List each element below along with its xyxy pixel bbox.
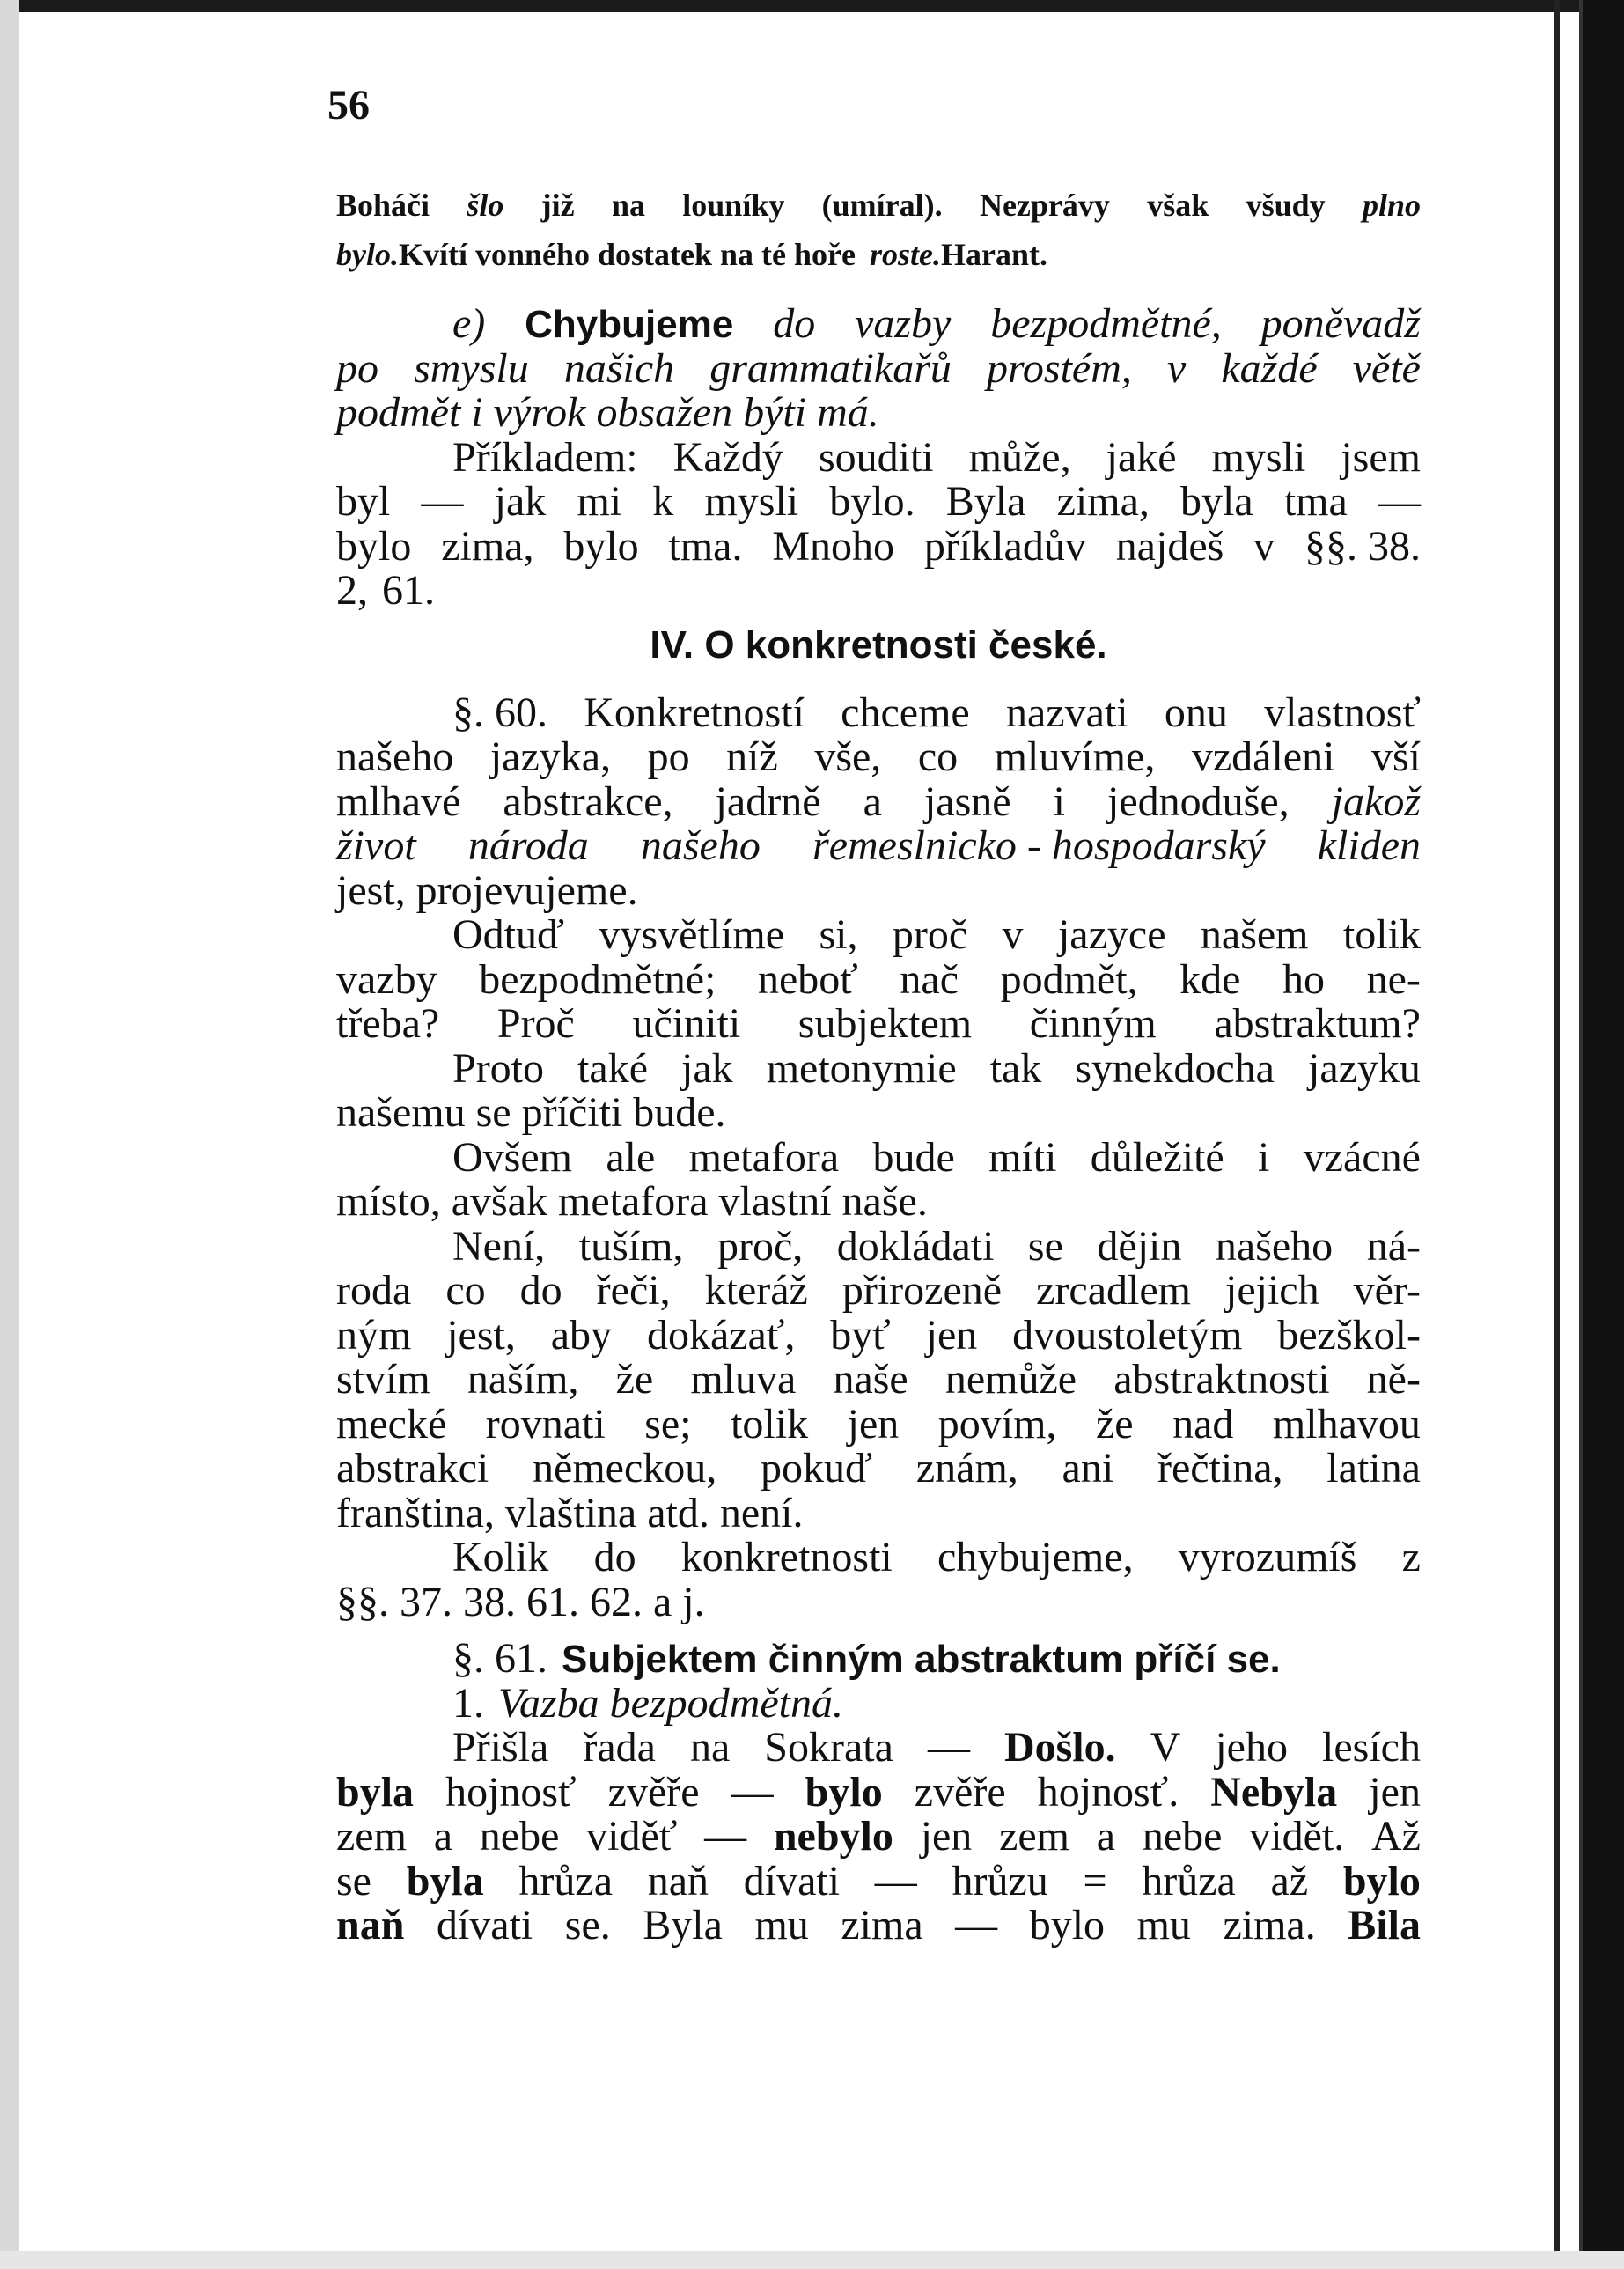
text-line: Přišla řada na Sokrata — Došlo. V jeho lesích [452, 1724, 1421, 1771]
text-line: Kolik do konkretnosti chybujeme, vyrozumíš z [452, 1534, 1421, 1580]
text-line: Odtuď vysvětlíme si, proč v jazyce našem tolik [452, 911, 1421, 958]
text-line: 1. Vazba bezpodmětná. [452, 1679, 843, 1727]
text-line: §. 61. Subjektem činným abstraktum příčí se. [452, 1635, 1281, 1682]
text-line: abstrakci německou, pokuď znám, ani řečtina, latina [336, 1445, 1421, 1492]
page-number: 56 [327, 82, 370, 129]
scan-border-top [0, 0, 1624, 12]
text-line: našemu se příčiti bude. [336, 1089, 726, 1136]
text-line: 2, 61. [336, 567, 435, 614]
page-edge [1554, 0, 1560, 2269]
text-line: třeba? Proč učiniti subjektem činným abstraktum? [336, 1000, 1421, 1047]
text-line: Není, tuším, proč, dokládati se dějin našeho ná- [452, 1222, 1421, 1270]
text-line: mecké rovnati se; tolik jen povím, že nad mlhavou [336, 1400, 1421, 1448]
page-body [336, 187, 1421, 1949]
text-line: roda co do řeči, kteráž přirozeně zrcadlem jejich věr- [336, 1267, 1421, 1314]
scan-border-bottom [0, 2251, 1624, 2269]
text-line: §. 60. Konkretností chceme nazvati onu vlastnosť [452, 689, 1421, 736]
section-heading: IV. O konkretnosti české. [650, 623, 1107, 667]
text-line: mlhavé abstrakce, jadrně a jasně i jednoduše, jakož [336, 777, 1421, 825]
text-line: bylo. Kvítí vonného dostatek na té hoře roste. Harant. [336, 237, 1047, 272]
text-line: naň dívati se. Byla mu zima — bylo mu zima. Bila [336, 1902, 1421, 1949]
scan-border-right [1583, 0, 1624, 2269]
text-line: místo, avšak metafora vlastní naše. [336, 1178, 928, 1225]
text-line: jest, projevujeme. [336, 866, 638, 914]
text-line: Proto také jak metonymie tak synekdocha jazyku [452, 1044, 1421, 1092]
text-line: po smyslu našich grammatikařů prostém, v každé větě [336, 344, 1421, 392]
text-line: podmět i výrok obsažen býti má. [336, 389, 879, 436]
text-line: franština, vlaština atd. není. [336, 1489, 804, 1536]
text-line: Ovšem ale metafora bude míti důležité i vzácné [452, 1133, 1421, 1181]
text-line: stvím naším, že mluva naše nemůže abstraktnosti ně- [336, 1356, 1421, 1403]
scan-border-left [0, 0, 19, 2269]
text-line: e) Chybujeme do vazby bezpodmětné, poněvadž [452, 300, 1421, 347]
text-line: byl — jak mi k mysli bylo. Byla zima, byla tma — [336, 478, 1421, 525]
text-line: se byla hrůza naň dívati — hrůzu = hrůza až bylo [336, 1857, 1421, 1904]
text-line: život národa našeho řemeslnicko - hospodarský kliden [336, 822, 1421, 869]
text-line: §§. 37. 38. 61. 62. a j. [336, 1578, 705, 1625]
text-line: byla hojnosť zvěře — bylo zvěře hojnosť. Nebyla jen [336, 1768, 1421, 1816]
text-line: bylo zima, bylo tma. Mnoho příkladův najdeš v §§. 38. [336, 522, 1421, 570]
text-line: vazby bezpodmětné; neboť nač podmět, kde ho ne- [336, 955, 1421, 1003]
text-line: Příkladem: Každý souditi může, jaké mysli jsem [452, 433, 1421, 481]
text-line: našeho jazyka, po níž vše, co mluvíme, vzdáleni vší [336, 733, 1421, 780]
text-line: ným jest, aby dokázať, byť jen dvoustoletým bezškol- [336, 1311, 1421, 1359]
text-line: Boháči šlo již na louníky (umíral). Nezprávy však všudy plno [336, 188, 1421, 223]
text-line: zem a nebe viděť — nebylo jen zem a nebe vidět. Až [336, 1813, 1421, 1860]
